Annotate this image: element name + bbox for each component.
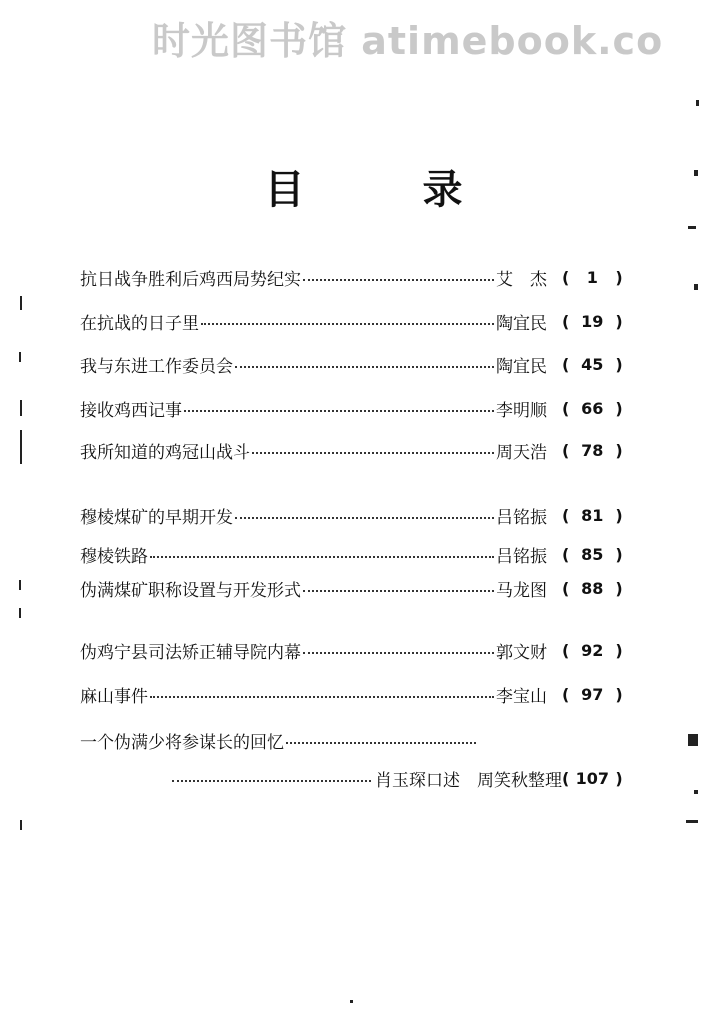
scan-mark — [694, 284, 698, 290]
page-number: 19 — [581, 311, 604, 331]
page-number: 78 — [581, 440, 604, 460]
scan-mark — [688, 734, 698, 746]
entry-title: 抗日战争胜利后鸡西局势纪实 — [80, 269, 301, 290]
entry-title: 在抗战的日子里 — [80, 313, 199, 334]
title-char-1: 目 — [264, 167, 305, 213]
title-char-2: 录 — [422, 167, 463, 213]
entry-author: 陶宜民 — [496, 356, 547, 377]
entry-page: ( 45 ) — [562, 354, 623, 374]
leader-dots — [172, 780, 371, 782]
toc-entry-11-continuation[interactable] — [172, 766, 640, 790]
leader-dots — [150, 696, 494, 698]
entry-page: ( 81 ) — [562, 505, 623, 525]
toc-entry-10[interactable] — [80, 682, 640, 706]
leader-dots — [150, 556, 494, 558]
scan-mark — [350, 1000, 353, 1003]
entry-author: 周天浩 — [496, 442, 547, 463]
leader-dots — [235, 517, 494, 519]
leader-dots — [286, 742, 476, 744]
entry-page: ( 88 ) — [562, 578, 623, 598]
scan-mark — [694, 790, 698, 794]
watermark-text: 时光图书馆 atimebook.co — [152, 19, 664, 63]
leader-dots — [201, 323, 494, 325]
entry-page: ( 66 ) — [562, 398, 623, 418]
page-number: 85 — [581, 544, 604, 564]
entry-author: 吕铭振 — [496, 546, 547, 567]
page-number: 66 — [581, 398, 604, 418]
page-number: 97 — [581, 684, 604, 704]
entry-title: 我所知道的鸡冠山战斗 — [80, 442, 250, 463]
scan-mark — [688, 226, 696, 229]
toc-entry-1[interactable] — [80, 265, 640, 289]
scan-mark — [20, 820, 22, 830]
scan-mark — [20, 296, 22, 310]
scan-mark — [694, 170, 698, 176]
page-number: 107 — [575, 768, 610, 788]
entry-title: 伪鸡宁县司法矫正辅导院内幕 — [80, 642, 301, 663]
leader-dots — [252, 452, 494, 454]
entry-title: 我与东进工作委员会 — [80, 356, 233, 377]
leader-dots — [303, 279, 494, 281]
entry-author: 李明顺 — [496, 400, 547, 421]
toc-entry-11[interactable] — [80, 728, 640, 752]
scan-mark — [19, 352, 21, 362]
toc-entry-8[interactable] — [80, 576, 640, 600]
entry-author: 吕铭振 — [496, 507, 547, 528]
entry-title: 麻山事件 — [80, 686, 148, 707]
page-number: 45 — [581, 354, 604, 374]
entry-author: 陶宜民 — [496, 313, 547, 334]
entry-page: ( 78 ) — [562, 440, 623, 460]
entry-page: ( 85 ) — [562, 544, 623, 564]
toc-entry-5[interactable] — [80, 438, 640, 462]
entry-author: 肖玉琛口述 周笑秋整理 — [375, 770, 562, 791]
entry-title: 穆棱煤矿的早期开发 — [80, 507, 233, 528]
scan-mark — [19, 580, 21, 590]
scan-mark — [20, 400, 22, 416]
page-number: 92 — [581, 640, 604, 660]
entry-title: 伪满煤矿职称设置与开发形式 — [80, 580, 301, 601]
entry-author: 艾 杰 — [496, 269, 547, 290]
toc-entry-4[interactable] — [80, 396, 640, 420]
scan-mark — [686, 820, 698, 823]
page-number: 1 — [586, 267, 598, 287]
leader-dots — [184, 410, 494, 412]
toc-entry-2[interactable] — [80, 309, 640, 333]
entry-page: ( 97 ) — [562, 684, 623, 704]
entry-title: 穆棱铁路 — [80, 546, 148, 567]
scan-mark — [696, 100, 699, 106]
leader-dots — [235, 366, 494, 368]
entry-author: 马龙图 — [496, 580, 547, 601]
entry-author: 李宝山 — [496, 686, 547, 707]
entry-page: ( 1 ) — [562, 267, 623, 287]
leader-dots — [303, 652, 494, 654]
page-number: 88 — [581, 578, 604, 598]
entry-page: ( 92 ) — [562, 640, 623, 660]
scan-mark — [19, 608, 21, 618]
leader-dots — [303, 590, 494, 592]
entry-page: ( 19 ) — [562, 311, 623, 331]
toc-entry-3[interactable] — [80, 352, 640, 376]
entry-title: 一个伪满少将参谋长的回忆 — [80, 732, 284, 753]
toc-entry-6[interactable] — [80, 503, 640, 527]
toc-entry-9[interactable] — [80, 638, 640, 662]
entry-page: ( 107 ) — [562, 768, 623, 788]
entry-title: 接收鸡西记事 — [80, 400, 182, 421]
entry-author: 郭文财 — [496, 642, 547, 663]
toc-entry-7[interactable] — [80, 542, 640, 566]
page-number: 81 — [581, 505, 604, 525]
scan-mark — [20, 430, 22, 464]
